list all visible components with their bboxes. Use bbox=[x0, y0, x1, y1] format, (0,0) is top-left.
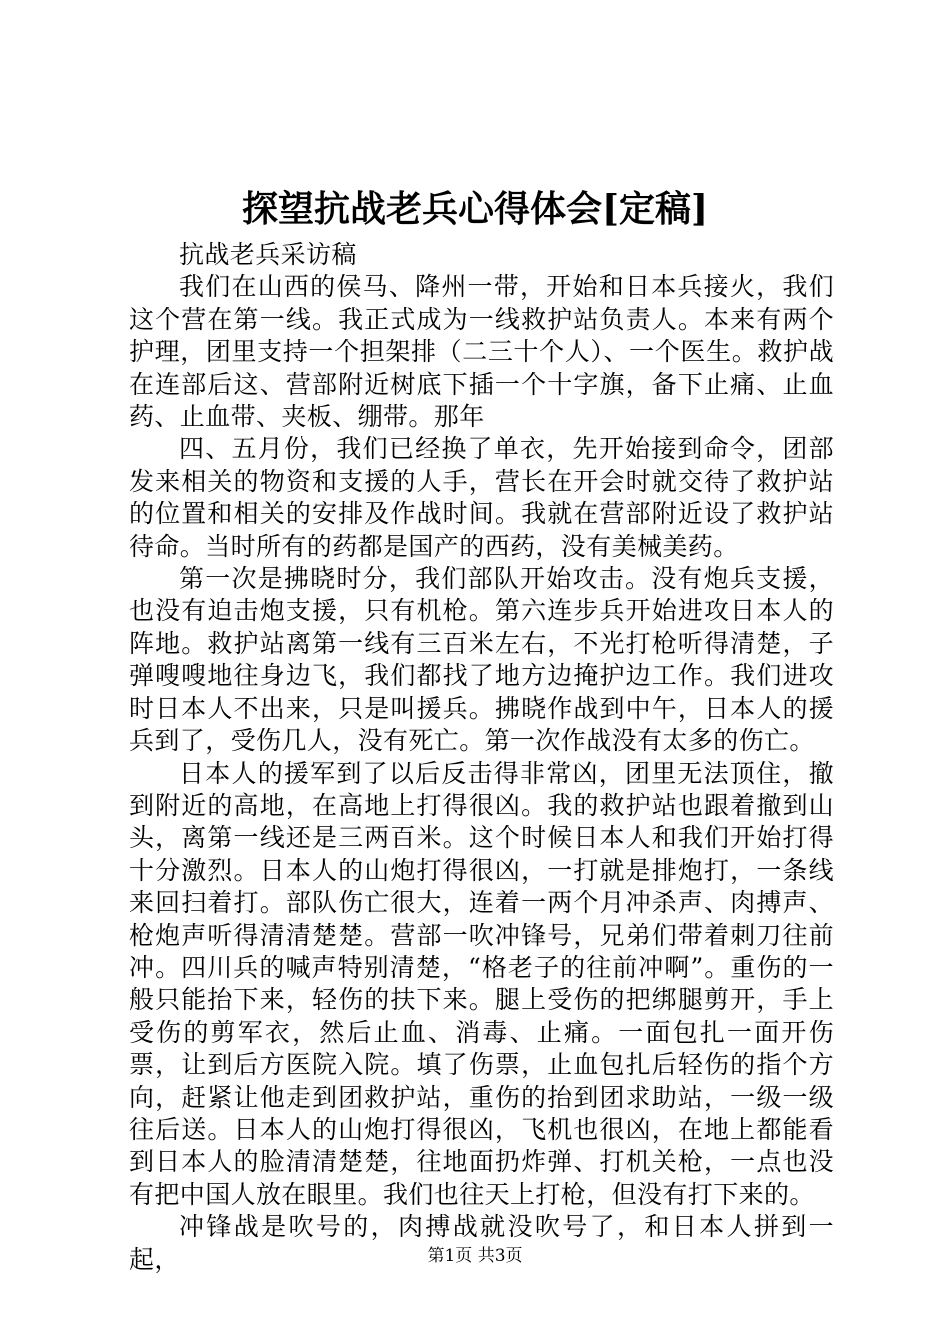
body-paragraph: 四、五月份，我们已经换了单衣，先开始接到命令，团部发来相关的物资和支援的人手，营长在开会时就交待了救护站的位置和相关的安排及作战时间。我就在营部附近设了救护站待命。当时所有的药都是国产的西药，没有美械美药。 bbox=[129, 434, 834, 561]
document-title: 探望抗战老兵心得体会[定稿] bbox=[241, 188, 709, 230]
page-footer: 第1页 共3页 bbox=[427, 1246, 523, 1266]
body-paragraph: 冲锋战是吹号的，肉搏战就没吹号了，和日本人拼到一起， bbox=[129, 1212, 834, 1274]
body-paragraph: 我们在山西的侯马、降州一带，开始和日本兵接火，我们这个营在第一线。我正式成为一线救护站负责人。本来有两个护理，团里支持一个担架排（二三十个人）、一个医生。救护战在连部后这、营部附近树底下插一个十字旗，备下止痛、止血药、止血带、夹板、绷带。那年 bbox=[129, 272, 834, 432]
body-paragraph: 第一次是拂晓时分，我们部队开始攻击。没有炮兵支援，也没有迫击炮支援，只有机枪。第六连步兵开始进攻日本人的阵地。救护站离第一线有三百米左右，不光打枪听得清楚，子弹嗖嗖地往身边飞，我们都找了地方边掩护边工作。我们进攻时日本人不出来，只是叫援兵。拂晓作战到中午，日本人的援兵到了，受伤几人，没有死亡。第一次作战没有太多的伤亡。 bbox=[129, 564, 834, 756]
document-body bbox=[129, 239, 834, 1276]
body-paragraph: 日本人的援军到了以后反击得非常凶，团里无法顶住，撤到附近的高地，在高地上打得很凶。我的救护站也跟着撤到山头，离第一线还是三两百米。这个时候日本人和我们开始打得十分激烈。日本人的山炮打得很凶，一打就是排炮打，一条线来回扫着打。部队伤亡很大，连着一两个月冲杀声、肉搏声、枪炮声听得清清楚楚。营部一吹冲锋号，兄弟们带着刺刀往前冲。四川兵的喊声特别清楚，“格老子的往前冲啊”。重伤的一般只能抬下来，轻伤的扶下来。腿上受伤的把绑腿剪开，手上受伤的剪军衣，然后止血、消毒、止痛。一面包扎一面开伤票，让到后方医院入院。填了伤票，止血包扎后轻伤的指个方向，赶紧让他走到团救护站，重伤的抬到团求助站，一级一级往后送。日本人的山炮打得很凶，飞机也很凶，在地上都能看到日本人的脸清清楚楚，往地面扔炸弹、打机关枪，一点也没有把中国人放在眼里。我们也往天上打枪，但没有打下来的。 bbox=[129, 758, 834, 1209]
body-paragraph: 抗战老兵采访稿 bbox=[179, 240, 357, 269]
